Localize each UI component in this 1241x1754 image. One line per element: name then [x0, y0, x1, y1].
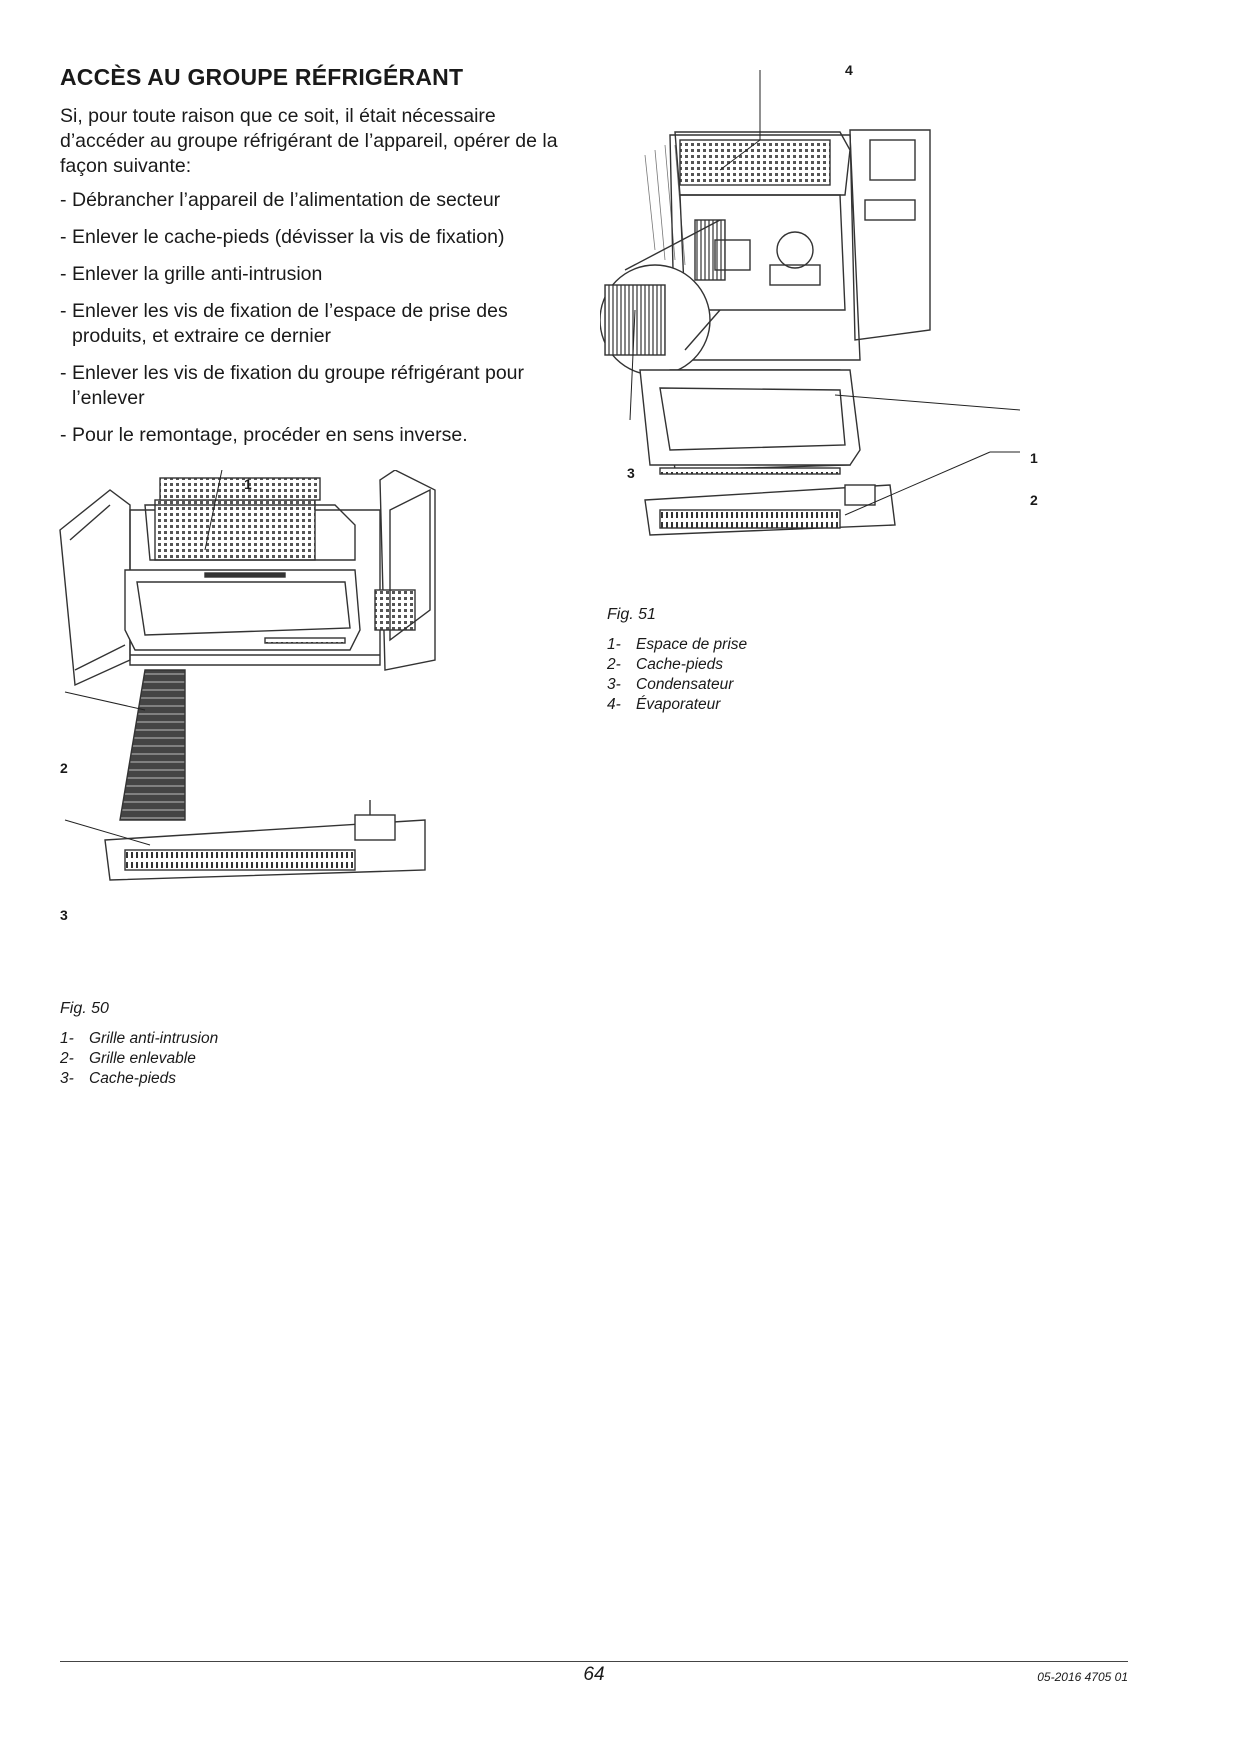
legend-number: 1- [607, 636, 621, 653]
fig50-callout-2: 2 [60, 760, 68, 776]
legend-text: Cache-pieds [636, 656, 724, 673]
legend-item [607, 635, 747, 655]
legend-number: 2- [60, 1050, 74, 1067]
fig51-callout-4: 4 [845, 62, 853, 78]
legend-item [607, 695, 747, 715]
fig51-callout-3: 3 [627, 465, 635, 481]
step-text: Enlever la grille anti-intrusion [72, 263, 323, 285]
fig50-legend [60, 1029, 218, 1089]
fig51-callout-1: 1 [1030, 450, 1038, 466]
step-marker: - [60, 300, 67, 322]
step-item [60, 361, 580, 411]
step-marker: - [60, 189, 67, 211]
legend-text: Évaporateur [636, 696, 721, 713]
step-text: Enlever les vis de fixation du groupe réfrigérant pour l’enlever [72, 362, 525, 409]
legend-number: 2- [607, 656, 621, 673]
fig50-callout-3: 3 [60, 907, 68, 923]
step-marker: - [60, 424, 67, 446]
section-title: ACCÈS AU GROUPE RÉFRIGÉRANT [60, 64, 464, 90]
fig51-legend [607, 635, 747, 715]
step-text: Enlever les vis de fixation de l’espace de prise des produits, et extraire ce dernier [72, 300, 508, 347]
step-text: Pour le remontage, procéder en sens inverse. [72, 424, 468, 446]
footer-divider [60, 1661, 1128, 1662]
legend-item [60, 1029, 218, 1049]
legend-text: Condensateur [636, 676, 734, 693]
step-marker: - [60, 362, 67, 384]
legend-item [607, 655, 747, 675]
fig51-label: Fig. 51 [607, 606, 656, 623]
step-marker: - [60, 263, 67, 285]
page-number: 64 [583, 1664, 605, 1685]
step-marker: - [60, 226, 67, 248]
document-reference: 05-2016 4705 01 [1037, 1670, 1128, 1684]
legend-number: 3- [607, 676, 621, 693]
intro-paragraph: Si, pour toute raison que ce soit, il était nécessaire d’accéder au groupe réfrigérant de l’appareil, opérer de la façon suivante: [60, 105, 558, 177]
legend-number: 1- [60, 1030, 74, 1047]
fig50-callout-1: 1 [244, 476, 252, 492]
legend-text: Grille enlevable [89, 1050, 196, 1067]
step-item [60, 423, 580, 448]
legend-text: Espace de prise [636, 636, 748, 653]
legend-item [60, 1049, 218, 1069]
step-item [60, 299, 580, 349]
legend-text: Grille anti-intrusion [89, 1030, 219, 1047]
fig51-callout-2: 2 [1030, 492, 1038, 508]
legend-number: 3- [60, 1070, 74, 1087]
legend-item [60, 1069, 218, 1089]
step-item [60, 262, 580, 287]
step-item [60, 188, 580, 213]
step-text: Enlever le cache-pieds (dévisser la vis de fixation) [72, 226, 505, 248]
legend-text: Cache-pieds [89, 1070, 177, 1087]
step-text: Débrancher l’appareil de l’alimentation de secteur [72, 189, 501, 211]
legend-item [607, 675, 747, 695]
fig50-label: Fig. 50 [60, 1000, 109, 1017]
step-item [60, 225, 580, 250]
legend-number: 4- [607, 696, 621, 713]
fig50-illustration [55, 470, 495, 990]
procedure-steps [60, 188, 580, 460]
fig51-illustration [600, 70, 1060, 605]
